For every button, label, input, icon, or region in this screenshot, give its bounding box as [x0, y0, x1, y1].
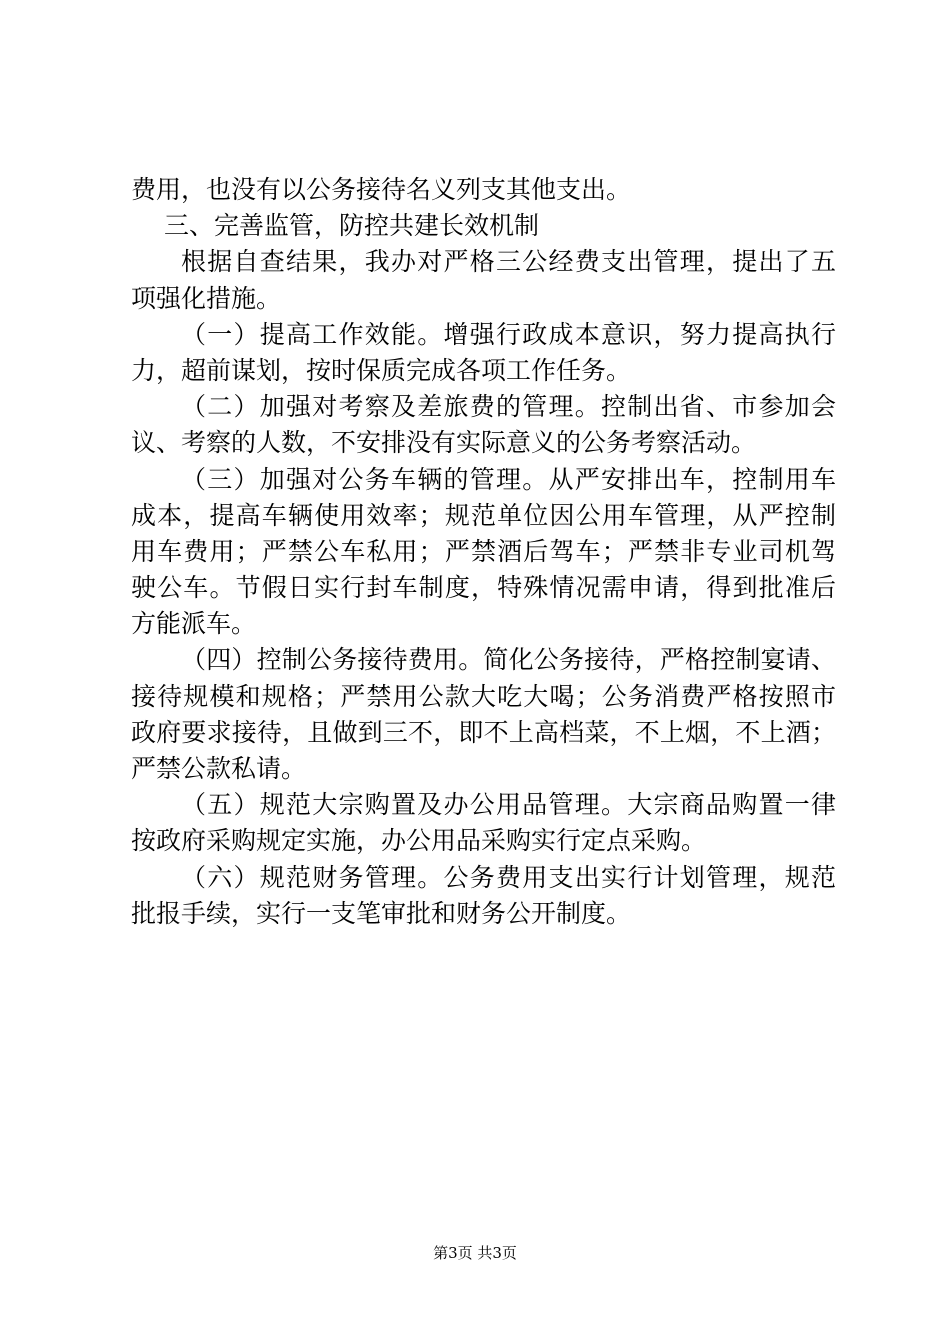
document-body — [131, 172, 836, 932]
text-line: （一）提高工作效能。增强行政成本意识，努力提高执行 — [181, 319, 836, 349]
text-line: 接待规模和规格；严禁用公款大吃大喝；公务消费严格按照市 — [131, 681, 836, 711]
text-line: （三）加强对公务车辆的管理。从严安排出车，控制用车 — [181, 464, 836, 494]
text-line: 根据自查结果，我办对严格三公经费支出管理，提出了五 — [181, 247, 836, 277]
text-line: 政府要求接待，且做到三不，即不上高档菜，不上烟，不上酒； — [131, 717, 836, 747]
text-line: （五）规范大宗购置及办公用品管理。大宗商品购置一律 — [181, 790, 836, 820]
text-line: 按政府采购规定实施，办公用品采购实行定点采购。 — [131, 826, 707, 856]
text-line: 费用，也没有以公务接待名义列支其他支出。 — [131, 175, 632, 204]
text-line: 严禁公款私请。 — [131, 754, 307, 783]
text-line: 批报手续，实行一支笔审批和财务公开制度。 — [131, 898, 632, 928]
text-line: （六）规范财务管理。公务费用支出实行计划管理，规范 — [181, 862, 836, 892]
text-line: 议、考察的人数，不安排没有实际意义的公务考察活动。 — [131, 428, 757, 458]
text-line: 方能派车。 — [131, 609, 257, 639]
text-line: 驶公车。节假日实行封车制度，特殊情况需申请，得到批准后 — [131, 573, 836, 603]
text-line: 项强化措施。 — [131, 283, 282, 313]
text-line: 力，超前谋划，按时保质完成各项工作任务。 — [131, 355, 632, 385]
text-line: 成本，提高车辆使用效率；规范单位因公用车管理，从严控制 — [131, 500, 836, 530]
page-footer: 第3页 共3页 — [433, 1244, 517, 1262]
section-heading: 三、完善监管，防控共建长效机制 — [164, 211, 540, 241]
text-line: 用车费用；严禁公车私用；严禁酒后驾车；严禁非专业司机驾 — [131, 536, 836, 566]
text-line: （四）控制公务接待费用。简化公务接待，严格控制宴请、 — [181, 645, 836, 675]
text-line: （二）加强对考察及差旅费的管理。控制出省、市参加会 — [181, 392, 836, 422]
